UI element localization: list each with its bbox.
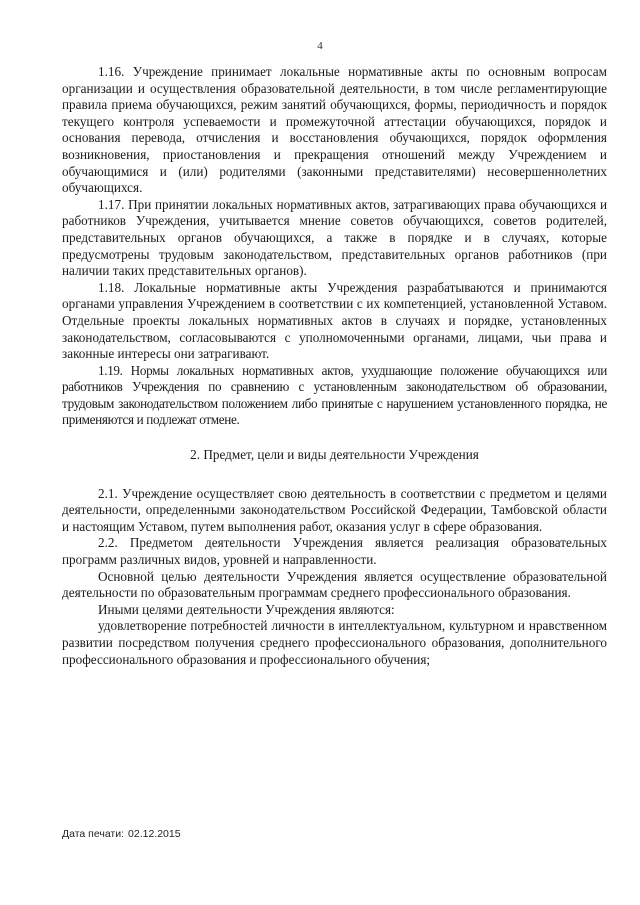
print-date-footer (62, 828, 181, 840)
print-date-label: Дата печати: (62, 828, 125, 840)
section-2-title: 2. Предмет, цели и виды деятельности Учреждения (190, 447, 479, 463)
page-number: 4 (317, 40, 323, 52)
paragraph-1-18: 1.18. Локальные нормативные акты Учреждения разрабатываются и принимаются органами управления Учреждением в соответствии с их компетенцией, установленной Уставом. Отдельные проекты локальных нормативных актов в случаях и порядке, установленных законодательством, согласовываются с уполномоченными органами, лицами, чьи права и законные интересы они затрагивают. (62, 279, 607, 362)
paragraph-1-16: 1.16. Учреждение принимает локальные нормативные акты по основным вопросам организации и осуществления образовательной деятельности, в том числе регламентирующие правила приема обучающихся, режим занятий обучающихся, формы, периодичность и порядок текущего контроля успеваемости и промежуточной аттестации обучающихся, порядок и основания перевода, отчисления и восстановления обучающихся, порядок оформления возникновения, приостановления и прекращения отношений между Учреждением и обучающимися и (или) родителями (законными представителями) несовершеннолетних обучающихся. (62, 64, 607, 196)
paragraph-goal-item: удовлетворение потребностей личности в интеллектуальном, культурном и нравственном развитии посредством получения среднего профессионального образования, дополнительного профессионального образования и профессионального обучения; (62, 618, 607, 667)
paragraph-1-19: 1.19. Нормы локальных нормативных актов, ухудшающие положение обучающихся или работников Учреждения по сравнению с установленным законодательством об образовании, трудовым законодательством положением либо принятые с нарушением установленного порядка, не применяются и подлежат отмене. (62, 362, 607, 428)
print-date-value: 02.12.2015 (128, 828, 181, 840)
paragraph-2-1: 2.1. Учреждение осуществляет свою деятельность в соответствии с предметом и целями деятельности, определенными законодательством Российской Федерации, Тамбовской области и настоящим Уставом, путем выполнения работ, оказания услуг в сфере образования. (62, 485, 607, 534)
paragraph-main-goal: Основной целью деятельности Учреждения является осуществление образовательной деятельности по образовательным программам среднего профессионального образования. (62, 568, 607, 601)
document-body (62, 64, 607, 668)
paragraph-other-goals: Иными целями деятельности Учреждения являются: (98, 601, 395, 617)
paragraph-1-17: 1.17. При принятии локальных нормативных актов, затрагивающих права обучающихся и работников Учреждения, учитывается мнение советов обучающихся, советов родителей, представительных органов обучающихся, а также в порядке и в случаях, которые предусмотрены трудовым законодательством, представительных органов работников (при наличии таких представительных органов). (62, 196, 607, 279)
paragraph-2-2: 2.2. Предметом деятельности Учреждения является реализация образовательных программ различных видов, уровней и направленности. (62, 535, 607, 568)
